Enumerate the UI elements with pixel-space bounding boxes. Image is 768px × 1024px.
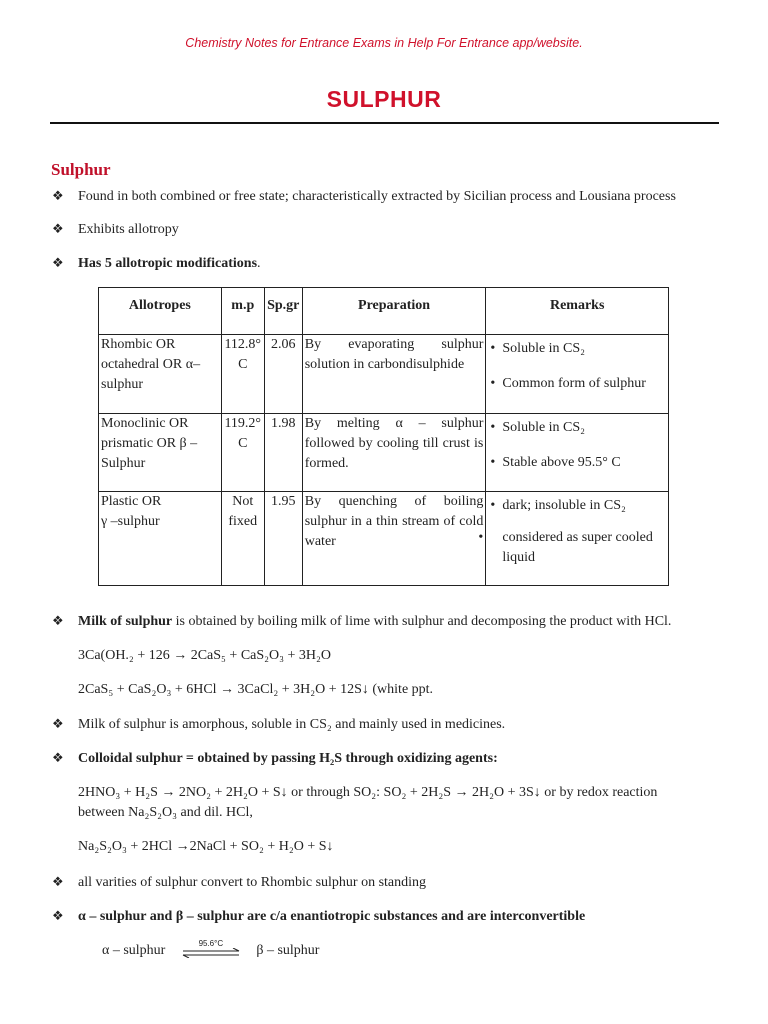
table-header-row (99, 288, 669, 335)
list-item (52, 748, 498, 769)
melting-point: 119.2° C (221, 414, 264, 492)
diamond-bullet-icon: ❖ (52, 221, 64, 236)
preparation: By melting α – sulphur followed by cooling till crust is formed. (302, 414, 486, 492)
column-header: Remarks (486, 288, 669, 335)
allotrope-name: Rhombic OR octahedral OR α– sulphur (99, 335, 222, 414)
bullet-text-bold: Milk of sulphur (78, 614, 173, 629)
diamond-bullet-icon: ❖ (52, 874, 64, 889)
allotrope-name: Plastic OR γ –sulphur (99, 492, 222, 586)
specific-gravity: 1.98 (264, 414, 302, 492)
equilibrium-equation (102, 941, 319, 961)
table-row (99, 492, 669, 586)
list-item (52, 253, 261, 274)
table-row (99, 414, 669, 492)
preparation: By evaporating sulphur solution in carbondisulphide (302, 335, 486, 414)
chemical-equation: 2HNO₃ + H₂S → 2NO₂ + 2H₂O + S↓ or through SO₂: SO₂ + 2H₂S → 2H₂O + 3S↓ or by redox reaction (78, 785, 658, 800)
specific-gravity: 1.95 (264, 492, 302, 586)
bullet-text: Milk of sulphur is amorphous, soluble in CS₂ and mainly used in medicines. (78, 717, 506, 732)
section-heading: Sulphur (51, 160, 111, 179)
column-header: m.p (221, 288, 264, 335)
remarks: • dark; insoluble in CS₂ • considered as super cooled liquid (486, 492, 669, 586)
bullet-text: all varities of sulphur convert to Rhombic sulphur on standing (78, 875, 427, 890)
list-item (52, 906, 585, 927)
bullet-dot-icon: • (490, 498, 496, 513)
chemical-equation: 2CaS₅ + CaS₂O₃ + 6HCl → 3CaCl₂ + 3H₂O + 12S↓ (white ppt. (78, 682, 434, 697)
bullet-text-bold: α – sulphur and β – sulphur are c/a enantiotropic substances and are interconvertible (78, 909, 586, 924)
melting-point: 112.8° C (221, 335, 264, 414)
column-header: Preparation (302, 288, 486, 335)
bullet-dot-icon: • (478, 530, 484, 545)
column-header: Sp.gr (264, 288, 302, 335)
diamond-bullet-icon: ❖ (52, 908, 64, 923)
chemical-equation: Na₂S₂O₃ + 2HCl →2NaCl + SO₂ + H₂O + S↓ (78, 839, 334, 854)
list-item (52, 186, 676, 207)
bullet-dot-icon: • (490, 455, 496, 470)
bullet-dot-icon: • (490, 341, 496, 356)
diamond-bullet-icon: ❖ (52, 716, 64, 731)
remarks: • Soluble in CS₂ • Common form of sulphur (486, 335, 669, 414)
bullet-text-bold: Has 5 allotropic modifications (78, 256, 258, 271)
title-divider (50, 122, 719, 124)
diamond-bullet-icon: ❖ (52, 750, 64, 765)
column-header: Allotropes (99, 288, 222, 335)
list-item (52, 872, 426, 893)
transition-temperature: 95.6°C (198, 939, 224, 948)
equilibrium-left: α – sulphur (102, 943, 166, 959)
equilibrium-right: β – sulphur (256, 943, 320, 959)
chemical-equation: between Na₂S₂O₃ and dil. HCl, (78, 805, 253, 820)
remarks: • Soluble in CS₂ • Stable above 95.5° C (486, 414, 669, 492)
allotropes-table (98, 287, 669, 586)
preparation: By quenching of boiling sulphur in a thin stream of cold water (302, 492, 486, 586)
list-item (52, 611, 671, 632)
specific-gravity: 2.06 (264, 335, 302, 414)
bullet-text-tail: . (257, 256, 261, 271)
table-row (99, 335, 669, 414)
list-item (52, 714, 505, 735)
bullet-text: is obtained by boiling milk of lime with sulphur and decomposing the product with HCl. (172, 614, 672, 629)
bullet-text: Found in both combined or free state; characteristically extracted by Sicilian process and Lousiana process (78, 189, 676, 204)
bullet-dot-icon: • (490, 420, 496, 435)
header-note: Chemistry Notes for Entrance Exams in Help For Entrance app/website. (185, 36, 583, 50)
page-title: SULPHUR (326, 86, 442, 112)
diamond-bullet-icon: ❖ (52, 613, 64, 628)
allotrope-name: Monoclinic OR prismatic OR β – Sulphur (99, 414, 222, 492)
melting-point: Not fixed (221, 492, 264, 586)
chemical-equation: 3Ca(OH.₂ + 126 → 2CaS₅ + CaS₂O₃ + 3H₂O (78, 648, 332, 663)
diamond-bullet-icon: ❖ (52, 188, 64, 203)
bullet-text: Exhibits allotropy (78, 222, 179, 237)
bullet-text-bold: Colloidal sulphur = obtained by passing H₂S through oxidizing agents: (78, 751, 498, 766)
list-item (52, 219, 179, 240)
diamond-bullet-icon: ❖ (52, 255, 64, 270)
bullet-dot-icon: • (490, 376, 496, 391)
equilibrium-arrow-icon (181, 941, 241, 961)
